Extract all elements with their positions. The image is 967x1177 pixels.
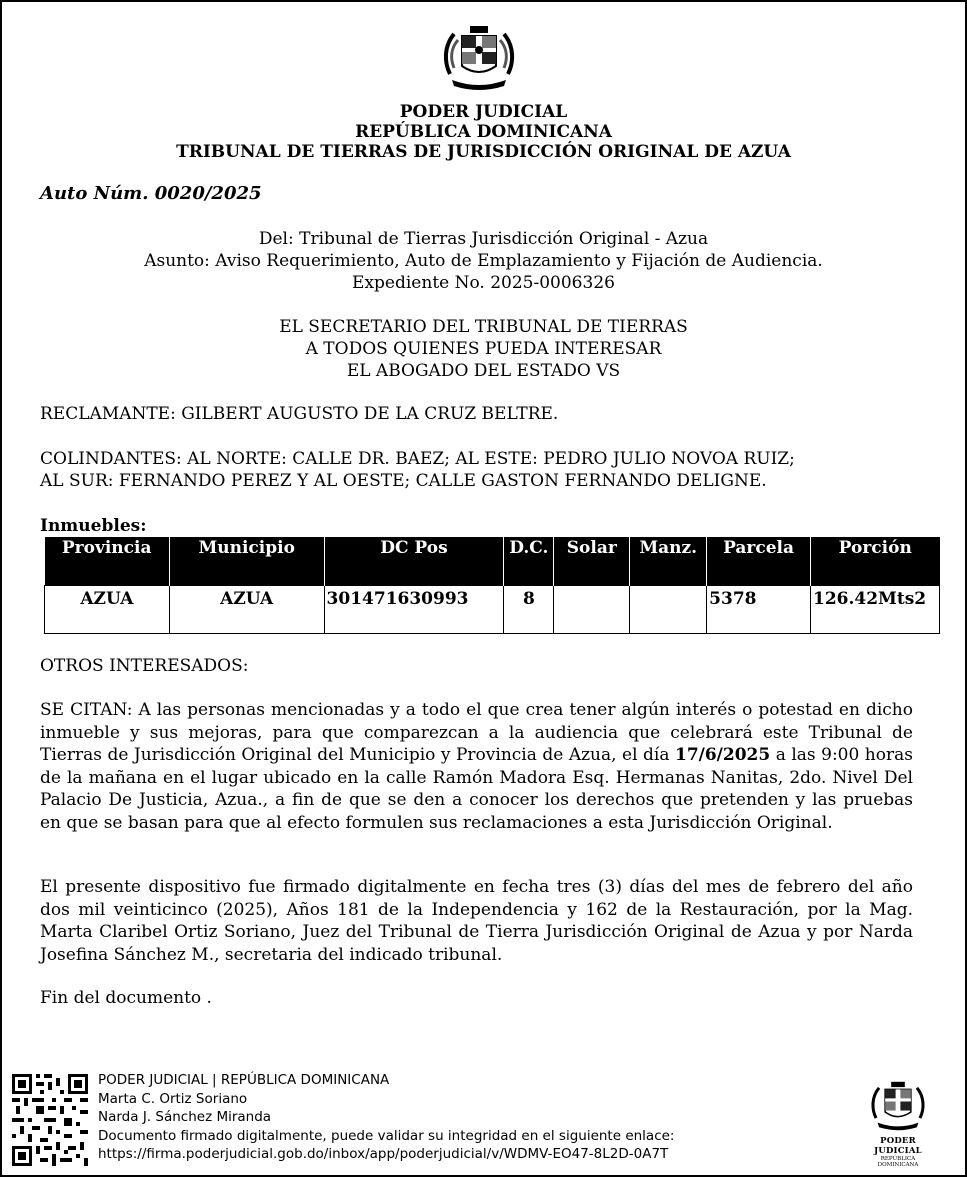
inmuebles-label: Inmuebles: (40, 516, 147, 536)
cell-parcela: 5378 (707, 586, 811, 634)
cell-porcion: 126.42Mts2 (811, 586, 940, 634)
colindantes-block (40, 448, 920, 492)
interesados-line: A TODOS QUIENES PUEDA INTERESAR (305, 339, 662, 359)
auto-number: Auto Núm. 0020/2025 (40, 183, 262, 204)
inmuebles-table (44, 537, 940, 634)
seal-subcaption: REPÚBLICA DOMINICANA (877, 1156, 919, 1168)
cell-municipio: AZUA (169, 586, 324, 634)
footer-signer-2: Narda J. Sánchez Miranda (98, 1109, 272, 1125)
cell-dc-pos: 301471630993 (324, 586, 504, 634)
citation-text: SE CITAN: A las personas mencionadas y a todo el que crea tener algún interés o potestad en dicho inmueble y sus mejoras, para que comparezcan a la audiencia que celebrará este Tribunal de Tierras de Jurisdicción Original del Municipio y Provincia de Azua, el día (40, 700, 913, 765)
cell-manzana (630, 586, 707, 634)
secretario-line: EL SECRETARIO DEL TRIBUNAL DE TIERRAS (279, 317, 688, 337)
header-country: REPÚBLICA DOMINICANA (355, 122, 612, 142)
column-header: D.C. (504, 537, 554, 586)
cell-provincia: AZUA (45, 586, 170, 634)
footer-institution: PODER JUDICIAL | REPÚBLICA DOMINICANA (98, 1072, 390, 1088)
qr-code-icon[interactable] (10, 1072, 90, 1168)
column-header: Porción (811, 537, 940, 586)
signature-paragraph: El presente dispositivo fue firmado digitalmente en fecha tres (3) días del mes de febrero del año dos mil veinticinco (2025), Años 181 de la Independencia y 162 de la Restauración, por la Mag. Marta Claribel Ortiz Soriano, Juez del Tribunal de Tierra Jurisdicción Original de Azua y por Narda Josefina Sánchez M., secretaria del indicado tribunal. (40, 877, 913, 965)
table-header-row (45, 537, 940, 586)
citation-paragraph (40, 699, 913, 834)
asunto-line: Asunto: Aviso Requerimiento, Auto de Emplazamiento y Fijación de Audiencia. (144, 251, 823, 271)
column-header: Municipio (169, 537, 324, 586)
otros-interesados: OTROS INTERESADOS: (40, 656, 249, 676)
cell-dc: 8 (504, 586, 554, 634)
cell-solar (554, 586, 630, 634)
column-header: Solar (554, 537, 630, 586)
validation-link[interactable]: https://firma.poderjudicial.gob.do/inbox/app/poderjudicial/v/WDMV-EO47-8L2D-0A7T (98, 1146, 669, 1162)
footer-validation-note: Documento firmado digitalmente, puede validar su integridad en el siguiente enlace: (98, 1127, 675, 1144)
colindantes-line-2: AL SUR: FERNANDO PEREZ Y AL OESTE; CALLE GASTON FERNANDO DELIGNE. (40, 471, 767, 491)
table-row (45, 586, 940, 634)
header-institution: PODER JUDICIAL (399, 102, 568, 122)
subject-block (2, 228, 965, 294)
colindantes-line-1: COLINDANTES: AL NORTE: CALLE DR. BAEZ; AL ESTE: PEDRO JULIO NOVOA RUIZ; (40, 449, 795, 469)
column-header: Parcela (707, 537, 811, 586)
digital-signature-footer (98, 1071, 674, 1164)
abogado-line: EL ABOGADO DEL ESTADO VS (346, 361, 621, 381)
seal-caption: PODER JUDICIAL (874, 1136, 922, 1156)
header-tribunal: TRIBUNAL DE TIERRAS DE JURISDICCIÓN ORIGINAL DE AZUA (176, 142, 791, 162)
addressee-block (2, 316, 965, 382)
column-header: DC Pos (324, 537, 504, 586)
column-header: Manz. (630, 537, 707, 586)
coat-of-arms-icon (870, 1078, 926, 1134)
column-header: Provincia (45, 537, 170, 586)
reclamante-line: RECLAMANTE: GILBERT AUGUSTO DE LA CRUZ BELTRE. (40, 404, 559, 424)
footer-signer-1: Marta C. Ortiz Soriano (98, 1090, 248, 1107)
del-line: Del: Tribunal de Tierras Jurisdicción Original - Azua (258, 229, 709, 249)
expediente-line: Expediente No. 2025-0006326 (352, 273, 615, 293)
document-header (2, 102, 965, 162)
footer-seal (860, 1078, 936, 1168)
citation-text-cont: a las 9:00 horas de la mañana en el lugar ubicado en la calle Ramón Madora Esq. Hermanas Nanitas, 2do. Nivel Del Palacio De Justicia, Azua., a fin de que se den a conocer los derechos que pretenden y las pruebas en que se basan para que al efecto formulen sus reclamaciones a esta Jurisdicción Original. (40, 745, 913, 833)
end-of-document: Fin del documento . (40, 988, 212, 1008)
hearing-date: 17/6/2025 (674, 745, 771, 765)
coat-of-arms-icon (442, 22, 516, 94)
